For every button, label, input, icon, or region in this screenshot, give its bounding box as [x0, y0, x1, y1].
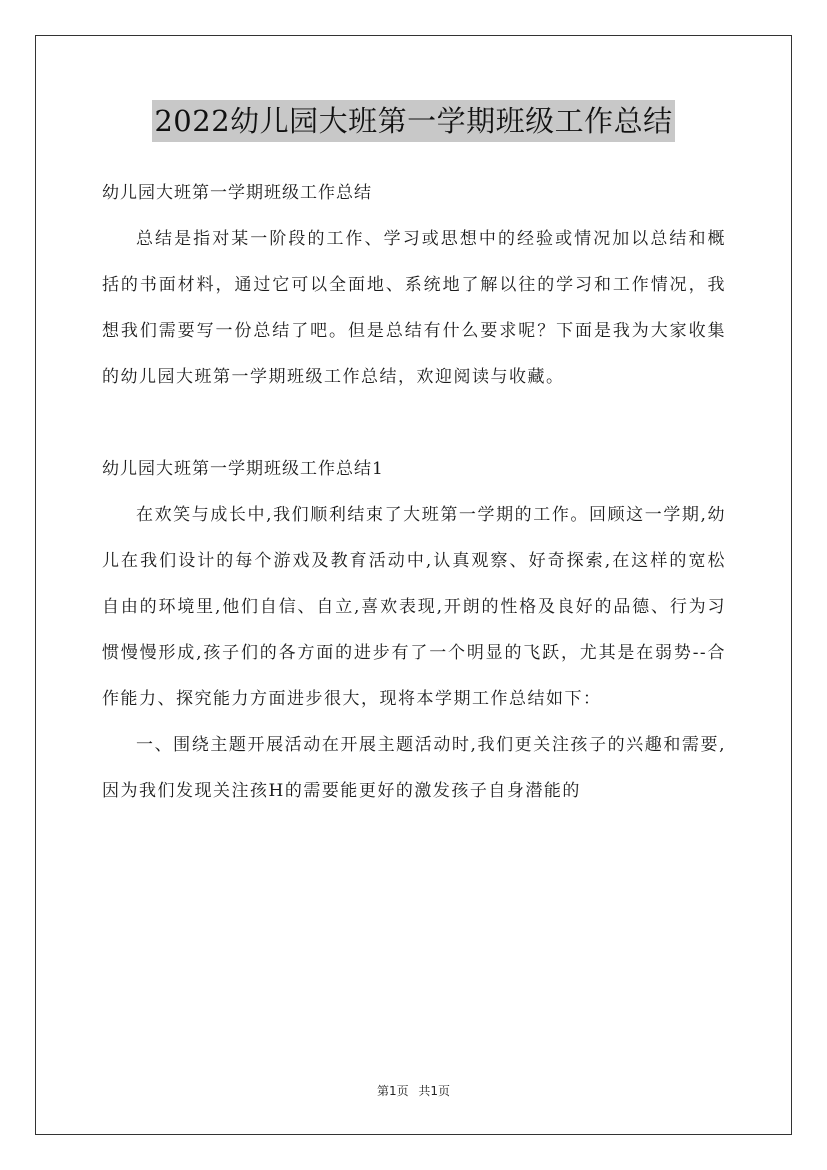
document-body	[102, 170, 726, 814]
title-container	[0, 100, 827, 142]
body-paragraph: 一、围绕主题开展活动在开展主题活动时,我们更关注孩子的兴趣和需要,因为我们发现关注孩H的需要能更好的激发孩子自身潜能的	[102, 735, 726, 801]
intro-paragraph: 总结是指对某一阶段的工作、学习或思想中的经验或情况加以总结和概括的书面材料，通过它可以全面地、系统地了解以往的学习和工作情况，我想我们需要写一份总结了吧。但是总结有什么要求呢？下面是我为大家收集的幼儿园大班第一学期班级工作总结，欢迎阅读与收藏。	[102, 229, 726, 387]
page-number: 第1页	[376, 1084, 409, 1098]
document-title: 2022幼儿园大班第一学期班级工作总结	[152, 100, 674, 142]
section-heading: 幼儿园大班第一学期班级工作总结1	[102, 459, 384, 479]
body-paragraph: 在欢笑与成长中,我们顺利结束了大班第一学期的工作。回顾这一学期,幼儿在我们设计的每个游戏及教育活动中,认真观察、好奇探索,在这样的宽松自由的环境里,他们自信、自立,喜欢表现,开朗的性格及良好的品德、行为习惯慢慢形成,孩子们的各方面的进步有了一个明显的飞跃，尤其是在弱势--合作能力、探究能力方面进步很大，现将本学期工作总结如下：	[102, 505, 726, 709]
section-spacer	[102, 400, 726, 446]
document-subtitle: 幼儿园大班第一学期班级工作总结	[102, 183, 372, 203]
page-footer	[0, 1082, 827, 1099]
page-total: 共1页	[418, 1084, 451, 1098]
